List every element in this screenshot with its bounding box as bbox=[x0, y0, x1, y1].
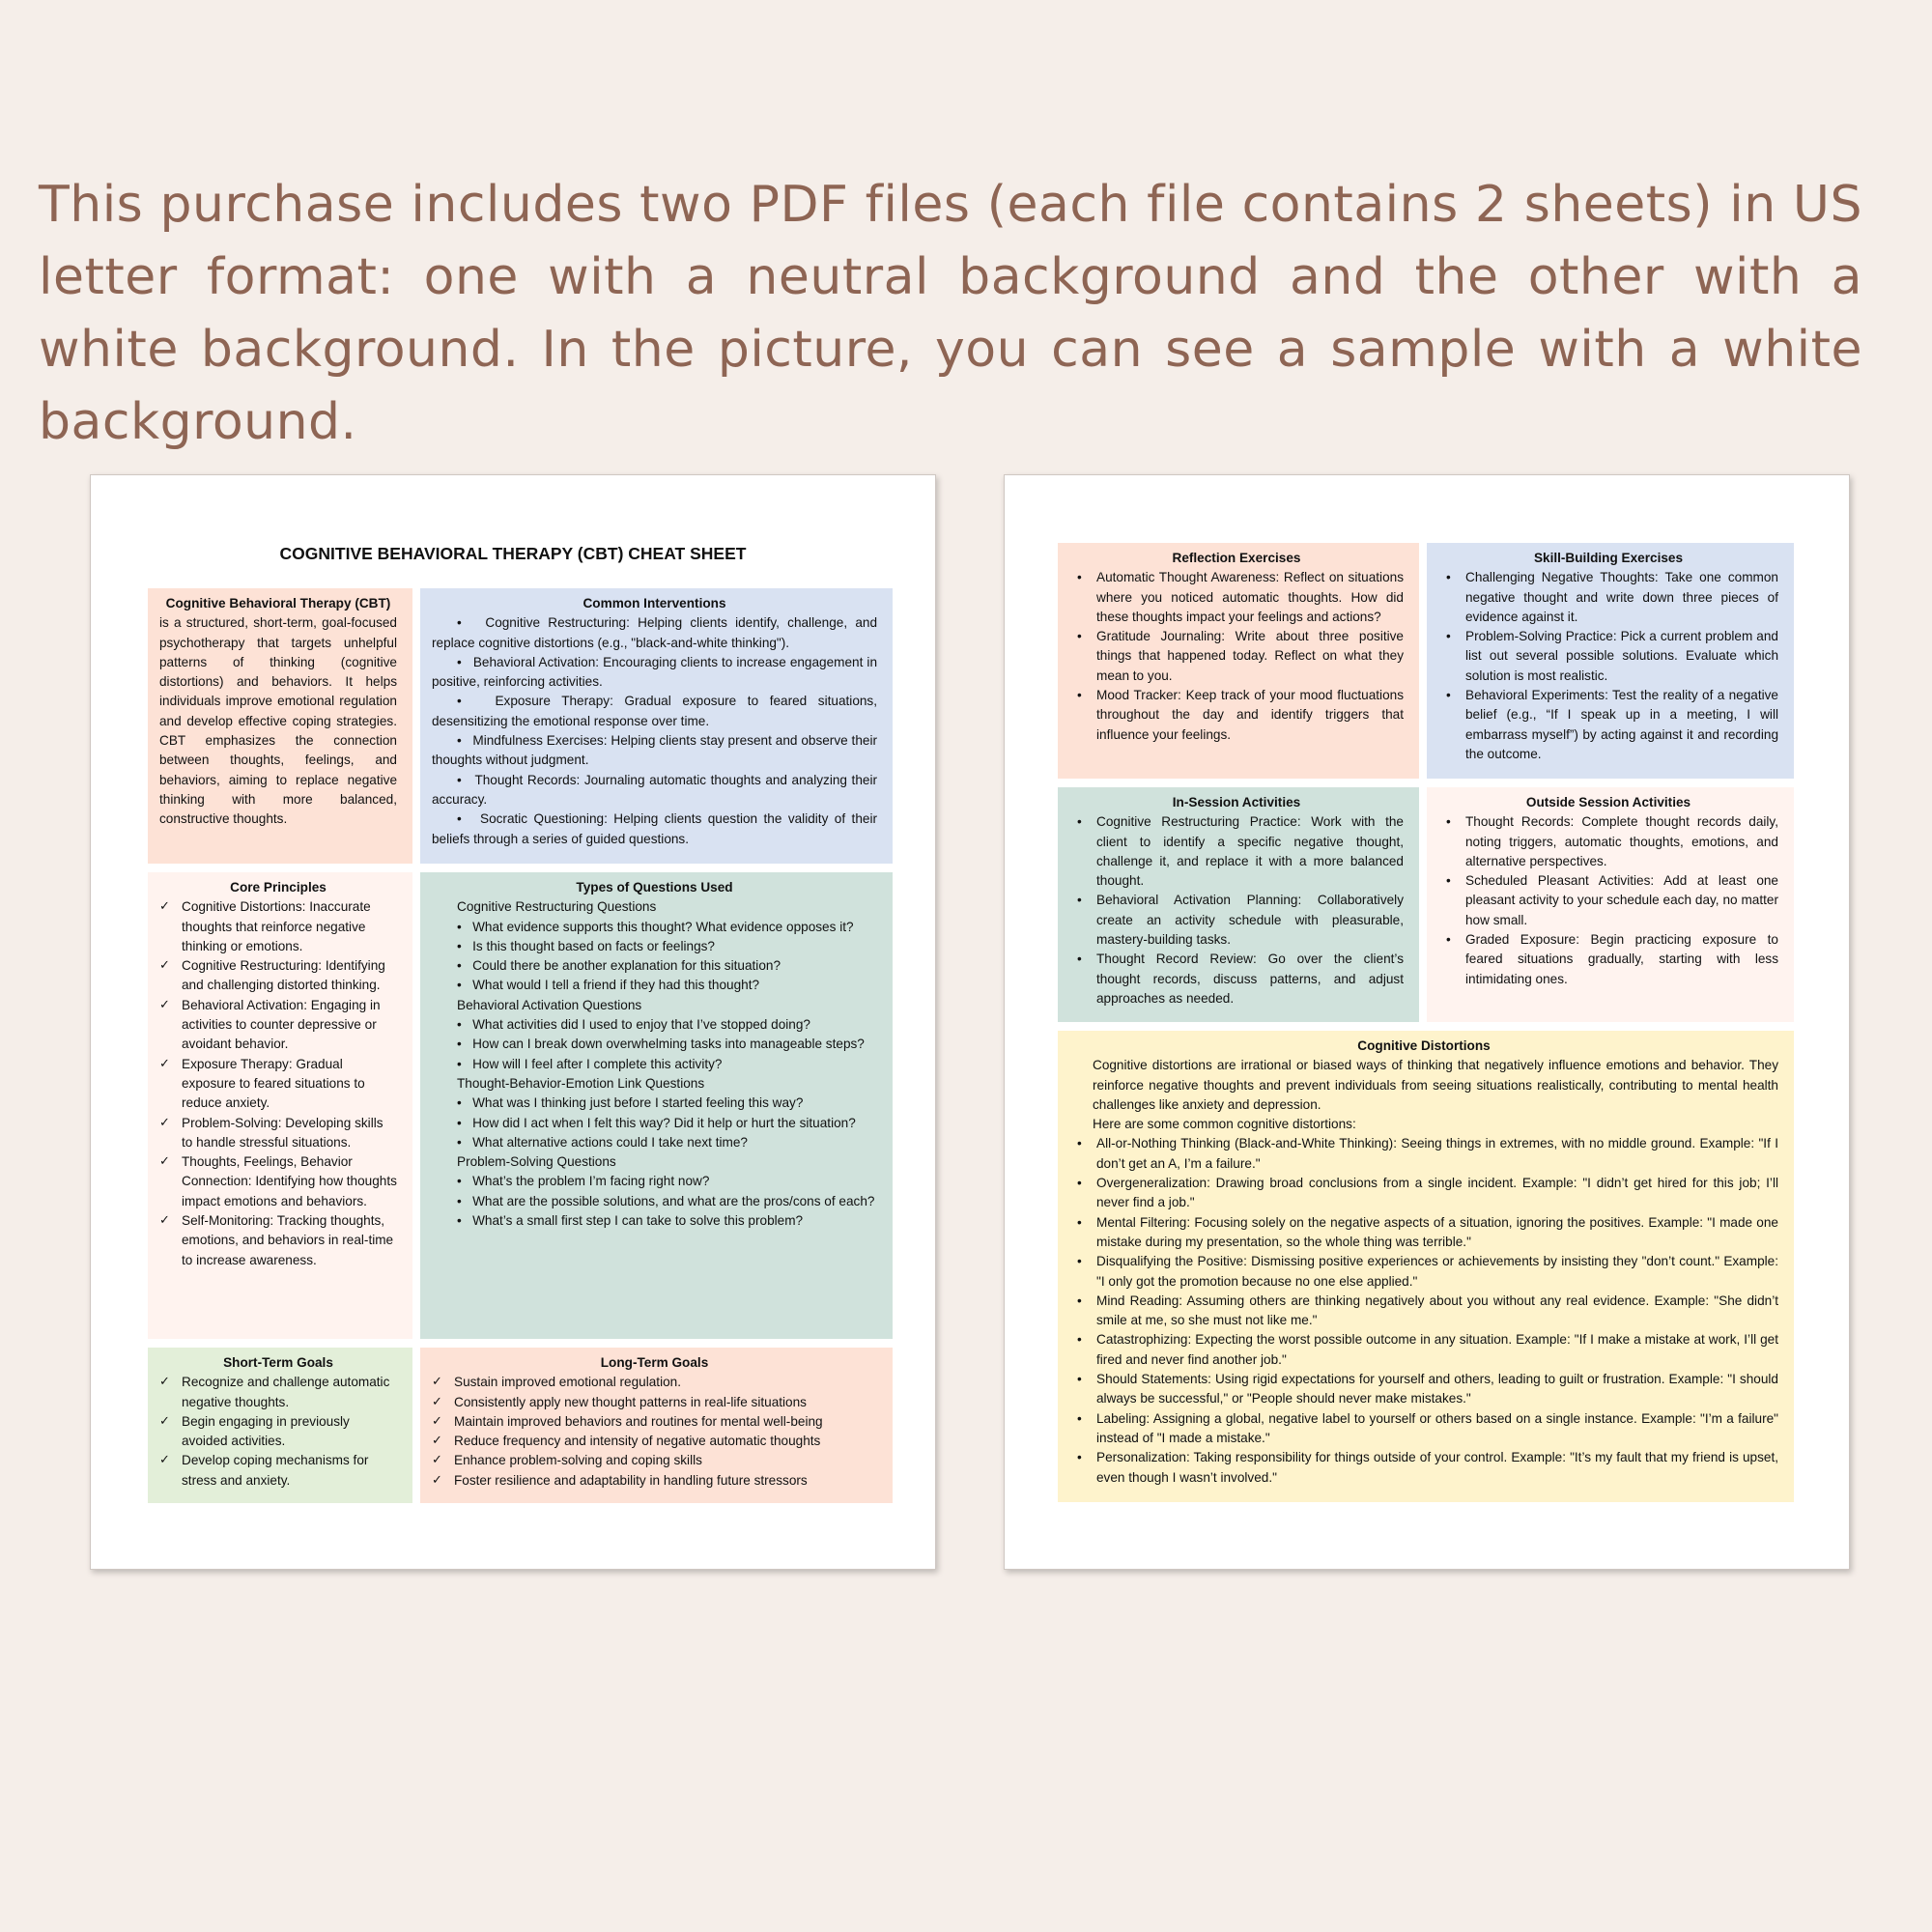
in-session-item: • Cognitive Restructuring Practice: Work with the client to identify a specific negative thought, challenge it, and replace it with a more balanced thought. bbox=[1096, 812, 1404, 891]
outside-session-item: • Scheduled Pleasant Activities: Add at least one pleasant activity to your schedule each day, no matter how small. bbox=[1465, 871, 1778, 930]
long-term-item: ✓ Reduce frequency and intensity of negative automatic thoughts bbox=[454, 1432, 877, 1451]
question-item: • What alternative actions could I take next time? bbox=[432, 1133, 877, 1152]
question-item: • What’s a small first step I can take to solve this problem? bbox=[432, 1211, 877, 1231]
distortion-item: • Mental Filtering: Focusing solely on the negative aspects of a situation, ignoring the positives. Example: "I made one mistake during my presentation, so the whole thing was terrible." bbox=[1096, 1213, 1778, 1253]
question-group-heading: Cognitive Restructuring Questions bbox=[457, 899, 657, 915]
principle-item: ✓ Self-Monitoring: Tracking thoughts, emotions, and behaviors in real-time to increase awareness. bbox=[182, 1211, 397, 1270]
core-principles-title: Core Principles bbox=[230, 880, 327, 895]
question-types-title: Types of Questions Used bbox=[576, 880, 733, 895]
intervention-item: • Thought Records: Journaling automatic thoughts and analyzing their accuracy. bbox=[432, 771, 877, 810]
long-term-item: ✓ Maintain improved behaviors and routines for mental well-being bbox=[454, 1412, 877, 1432]
question-group-heading: Behavioral Activation Questions bbox=[457, 997, 642, 1012]
question-item: • How can I break down overwhelming tasks into manageable steps? bbox=[432, 1035, 877, 1054]
in-session-box bbox=[1058, 787, 1419, 1022]
question-item: • What would I tell a friend if they had this thought? bbox=[432, 976, 877, 995]
outside-session-item: • Thought Records: Complete thought records daily, noting triggers, automatic thoughts, emotions, and alternative perspectives. bbox=[1465, 812, 1778, 871]
intervention-item: • Exposure Therapy: Gradual exposure to feared situations, desensitizing the emotional response over time. bbox=[432, 692, 877, 731]
cbt-definition-box bbox=[148, 588, 412, 864]
outside-session-title: Outside Session Activities bbox=[1525, 795, 1691, 810]
short-term-goals-box bbox=[148, 1348, 412, 1503]
definition-title: Cognitive Behavioral Therapy (CBT) bbox=[165, 596, 391, 611]
reflection-title: Reflection Exercises bbox=[1172, 551, 1301, 565]
long-term-item: ✓ Enhance problem-solving and coping skills bbox=[454, 1451, 877, 1470]
distortion-item: • Should Statements: Using rigid expectations for yourself and others, leading to guilt or frustration. Example: "I should always be successful," or "People should never make mistakes." bbox=[1096, 1370, 1778, 1409]
principle-item: ✓ Cognitive Restructuring: Identifying and challenging distorted thinking. bbox=[182, 956, 397, 996]
question-types-box bbox=[420, 872, 893, 1339]
question-item: • How will I feel after I complete this activity? bbox=[432, 1055, 877, 1074]
outside-session-box bbox=[1427, 787, 1794, 1022]
principle-item: ✓ Exposure Therapy: Gradual exposure to feared situations to reduce anxiety. bbox=[182, 1055, 397, 1114]
question-item: • Could there be another explanation for this situation? bbox=[432, 956, 877, 976]
cognitive-distortions-box bbox=[1058, 1031, 1794, 1502]
question-item: • How did I act when I felt this way? Did it help or hurt the situation? bbox=[432, 1114, 877, 1133]
outside-session-item: • Graded Exposure: Begin practicing exposure to feared situations gradually, starting with less intimidating ones. bbox=[1465, 930, 1778, 989]
sheet-1 bbox=[90, 474, 936, 1570]
distortions-lead: Here are some common cognitive distortions: bbox=[1093, 1117, 1356, 1132]
long-term-item: ✓ Consistently apply new thought patterns in real-life situations bbox=[454, 1393, 877, 1412]
reflection-item: • Mood Tracker: Keep track of your mood fluctuations throughout the day and identify triggers that influence your feelings. bbox=[1096, 686, 1404, 745]
question-group-heading: Problem-Solving Questions bbox=[457, 1154, 616, 1170]
question-item: • What activities did I used to enjoy that I’ve stopped doing? bbox=[432, 1015, 877, 1035]
short-term-title: Short-Term Goals bbox=[223, 1355, 333, 1370]
long-term-item: ✓ Sustain improved emotional regulation. bbox=[454, 1373, 877, 1392]
definition-body: is a structured, short-term, goal-focused psychotherapy that targets unhelpful patterns of thinking (cognitive distortions) and behaviors. It helps individuals improve emotional regulation and develop effective coping strategies. CBT emphasizes the connection between thoughts, feelings, and behaviors, aiming to replace negative thinking with more balanced, constructive thoughts. bbox=[159, 615, 397, 827]
question-item: • What’s the problem I’m facing right now? bbox=[432, 1172, 877, 1191]
skill-building-box bbox=[1427, 543, 1794, 779]
distortions-intro: Cognitive distortions are irrational or biased ways of thinking that negatively influence emotions and behavior. They reinforce negative thoughts and prevent individuals from seeing situations realistically, contributing to mental health challenges like anxiety and depression. bbox=[1093, 1058, 1778, 1112]
distortion-item: • Labeling: Assigning a global, negative label to yourself or others based on a single instance. Example: "I’m a failure" instead of "I made a mistake." bbox=[1096, 1409, 1778, 1449]
distortion-item: • Overgeneralization: Drawing broad conclusions from a single incident. Example: "I didn’t get hired for this job; I’ll never find a job." bbox=[1096, 1174, 1778, 1213]
intervention-item: • Mindfulness Exercises: Helping clients stay present and observe their thoughts without judgment. bbox=[432, 731, 877, 771]
intervention-item: • Behavioral Activation: Encouraging clients to increase engagement in positive, reinforcing activities. bbox=[432, 653, 877, 693]
question-item: • What are the possible solutions, and what are the pros/cons of each? bbox=[432, 1192, 877, 1211]
reflection-box bbox=[1058, 543, 1419, 779]
distortion-item: • Disqualifying the Positive: Dismissing positive experiences or achievements by insisting they "don’t count." Example: "I only got the promotion because no one else applied." bbox=[1096, 1252, 1778, 1292]
question-group-heading: Thought-Behavior-Emotion Link Questions bbox=[457, 1075, 705, 1091]
distortion-item: • Mind Reading: Assuming others are thinking negatively about you without any real evidence. Example: "She didn’t smile at me, so she must not like me." bbox=[1096, 1292, 1778, 1331]
long-term-item: ✓ Foster resilience and adaptability in handling future stressors bbox=[454, 1471, 877, 1491]
long-term-title: Long-Term Goals bbox=[600, 1355, 709, 1370]
distortion-item: • Catastrophizing: Expecting the worst possible outcome in any situation. Example: "If I make a mistake at work, I’ll get fired and never find another job." bbox=[1096, 1330, 1778, 1370]
principle-item: ✓ Behavioral Activation: Engaging in activities to counter depressive or avoidant behavior. bbox=[182, 996, 397, 1055]
skill-building-title: Skill-Building Exercises bbox=[1533, 551, 1684, 565]
interventions-box bbox=[420, 588, 893, 864]
skill-building-item: • Problem-Solving Practice: Pick a current problem and list out several possible solutions. Evaluate which solution is most realistic. bbox=[1465, 627, 1778, 686]
in-session-title: In-Session Activities bbox=[1172, 795, 1301, 810]
intervention-item: • Cognitive Restructuring: Helping clients identify, challenge, and replace cognitive distortions (e.g., "black-and-white thinking"). bbox=[432, 613, 877, 653]
short-term-item: ✓ Develop coping mechanisms for stress and anxiety. bbox=[182, 1451, 397, 1491]
skill-building-item: • Behavioral Experiments: Test the reality of a negative belief (e.g., “If I speak up in a meeting, I will embarrass myself”) by acting against it and recording the outcome. bbox=[1465, 686, 1778, 764]
skill-building-item: • Challenging Negative Thoughts: Take one common negative thought and write down three pieces of evidence against it. bbox=[1465, 568, 1778, 627]
question-item: • Is this thought based on facts or feelings? bbox=[432, 937, 877, 956]
intro-text: This purchase includes two PDF files (each file contains 2 sheets) in US letter format: one with a neutral background and the other with a white background. In the picture, you can see a sample with a white background. bbox=[39, 176, 1862, 451]
distortion-item: • All-or-Nothing Thinking (Black-and-White Thinking): Seeing things in extremes, with no middle ground. Example: "If I don’t get an A, I’m a failure." bbox=[1096, 1134, 1778, 1174]
in-session-item: • Behavioral Activation Planning: Collaboratively create an activity schedule with pleasurable, mastery-building tasks. bbox=[1096, 891, 1404, 950]
distortions-title: Cognitive Distortions bbox=[1357, 1038, 1491, 1053]
short-term-item: ✓ Begin engaging in previously avoided activities. bbox=[182, 1412, 397, 1452]
sheet-2 bbox=[1004, 474, 1850, 1570]
principle-item: ✓ Cognitive Distortions: Inaccurate thoughts that reinforce negative thinking or emotions. bbox=[182, 897, 397, 956]
intervention-item: • Socratic Questioning: Helping clients question the validity of their beliefs through a series of guided questions. bbox=[432, 810, 877, 849]
long-term-goals-box bbox=[420, 1348, 893, 1503]
principle-item: ✓ Problem-Solving: Developing skills to handle stressful situations. bbox=[182, 1114, 397, 1153]
interventions-title: Common Interventions bbox=[582, 596, 726, 611]
reflection-item: • Automatic Thought Awareness: Reflect on situations where you noticed automatic thoughts. How did these thoughts impact your feelings and actions? bbox=[1096, 568, 1404, 627]
reflection-item: • Gratitude Journaling: Write about three positive things that happened today. Reflect on what they mean to you. bbox=[1096, 627, 1404, 686]
question-item: • What was I thinking just before I started feeling this way? bbox=[432, 1094, 877, 1113]
core-principles-box bbox=[148, 872, 412, 1339]
principle-item: ✓ Thoughts, Feelings, Behavior Connection: Identifying how thoughts impact emotions and behaviors. bbox=[182, 1152, 397, 1211]
distortion-item: • Personalization: Taking responsibility for things outside of your control. Example: "It’s my fault that my friend is upset, even though I wasn’t involved." bbox=[1096, 1448, 1778, 1488]
question-item: • What evidence supports this thought? What evidence opposes it? bbox=[432, 918, 877, 937]
in-session-item: • Thought Record Review: Go over the client’s thought records, discuss patterns, and adjust approaches as needed. bbox=[1096, 950, 1404, 1009]
short-term-item: ✓ Recognize and challenge automatic negative thoughts. bbox=[182, 1373, 397, 1412]
sheet-title: COGNITIVE BEHAVIORAL THERAPY (CBT) CHEAT SHEET bbox=[279, 544, 747, 563]
